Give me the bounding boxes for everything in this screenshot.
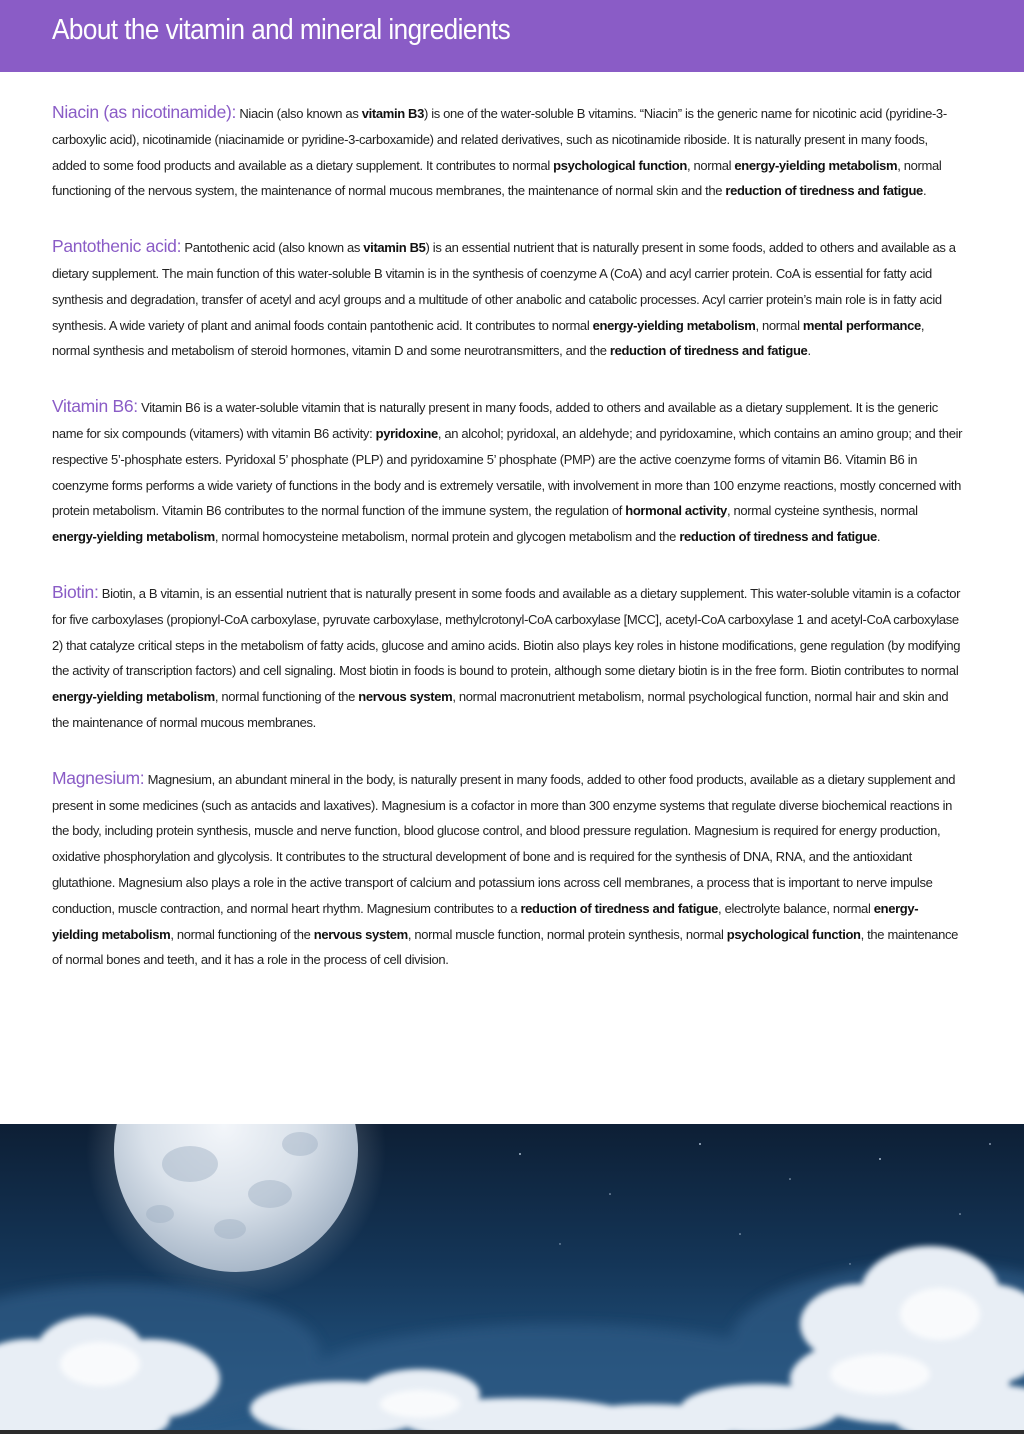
page-bottom-edge (0, 1430, 1024, 1434)
description-text: , normal muscle function, normal protein synthesis, normal (407, 926, 727, 942)
description-text: . (876, 529, 881, 545)
ingredient-section (52, 766, 964, 973)
highlighted-claim: psychological function (726, 926, 861, 942)
highlighted-claim: reduction of tiredness and fatigue (725, 183, 923, 199)
description-text: , normal functioning of the (214, 689, 359, 705)
description-text: , normal synthesis and metabolism of steroid hormones, vitamin D and some neurotransmitters, and the (52, 317, 925, 359)
highlighted-claim: energy-yielding metabolism (592, 317, 756, 333)
description-text: , electrolyte balance, normal (718, 900, 874, 916)
highlighted-claim: nervous system (358, 689, 453, 705)
description-text: Biotin, a B vitamin, is an essential nutrient that is naturally present in some foods and available as a dietary supplement. This water-soluble vitamin is a cofactor for five carboxylases (propionyl-CoA carboxylase, pyruvate carboxylase, methylcrotonyl-CoA carboxylase [MCC], acetyl-CoA carboxylase 1 and acetyl-CoA carboxylase 2) that catalyze critical steps in the metabolism of fatty acids, glucose and amino acids. Biotin also plays key roles in histone modifications, gene regulation (by modifying the activity of transcription factors) and cell signaling. Most biotin in foods is bound to protein, although some dietary biotin is in the free form. Biotin contributes to normal (52, 585, 961, 679)
ingredient-section (52, 580, 964, 736)
description-text: , normal (755, 317, 803, 333)
description-text: Niacin (also known as (236, 106, 362, 121)
description-text: ) is an essential nutrient that is naturally present in some foods, added to others and available as a dietary supplement. The main function of this water-soluble B vitamin is in the synthesis of coenzyme A (CoA) and acyl carrier protein. CoA is essential for fatty acid synthesis and degradation, transfer of acetyl and acyl groups and a multitude of other anabolic and catabolic processes. Acyl carrier protein’s main role is in fatty acid synthesis. A wide variety of plant and animal foods contain pantothenic acid. It contributes to normal (52, 240, 956, 333)
description-text: , normal cysteine synthesis, normal (726, 503, 918, 519)
highlighted-claim: reduction of tiredness and fatigue (679, 529, 877, 545)
ingredient-paragraph (52, 766, 964, 973)
highlighted-claim: reduction of tiredness and fatigue (520, 900, 719, 916)
description-text: . (922, 183, 927, 199)
description-text: , normal macronutrient metabolism, normal psychological function, normal hair and skin and the maintenance of normal mucous membranes. (52, 689, 949, 730)
highlighted-claim: energy-yielding metabolism (52, 529, 215, 545)
highlighted-claim: hormonal activity (625, 503, 727, 519)
ingredient-paragraph (52, 580, 964, 736)
ingredient-name: Magnesium: (52, 767, 145, 788)
ingredient-name: Niacin (as nicotinamide): (52, 102, 237, 122)
highlighted-claim: energy-yielding metabolism (734, 157, 898, 173)
ingredient-section (52, 394, 964, 550)
description-text: , the maintenance of normal bones and teeth, and it has a role in the process of cell division. (52, 926, 959, 968)
ingredient-section (52, 234, 964, 364)
moon-clouds-illustration (0, 1124, 1024, 1430)
highlighted-claim: energy-yielding metabolism (52, 900, 919, 942)
ingredient-name: Vitamin B6: (52, 396, 138, 417)
description-text: . (807, 343, 811, 359)
description-text: , normal (687, 157, 735, 173)
description-text: ) is one of the water-soluble B vitamins. “Niacin” is the generic name for nicotinic acid (pyridine-3-carboxylic acid), nicotinamide (niacinamide or pyridine-3-carboxamide) and related derivatives, such as nicotinamide riboside. It is naturally present in many foods, added to some food products and available as a dietary supplement. It contributes to normal (52, 106, 947, 173)
moon-night-sky-image (0, 1124, 1024, 1430)
description-text: , normal functioning of the (170, 926, 314, 942)
header-bar (0, 0, 1024, 72)
description-text: Pantothenic acid (also known as (181, 240, 364, 256)
highlighted-claim: vitamin B5 (363, 240, 426, 256)
highlighted-claim: psychological function (553, 157, 687, 173)
description-text: , normal homocysteine metabolism, normal protein and glycogen metabolism and the (214, 529, 680, 545)
page-title: About the vitamin and mineral ingredients (52, 14, 511, 46)
description-text: Magnesium, an abundant mineral in the body, is naturally present in many foods, added to other food products, available as a dietary supplement and present in some medicines (such as antacids and laxatives). Magnesium is a cofactor in more than 300 enzyme systems that regulate diverse biochemical reactions in the body, including protein synthesis, muscle and nerve function, blood glucose control, and blood pressure regulation. Magnesium is required for energy production, oxidative phosphorylation and glycolysis. It contributes to the structural development of bone and is required for the synthesis of DNA, RNA, and the antioxidant glutathione. Magnesium also plays a role in the active transport of calcium and potassium ions across cell membranes, a process that is important to nerve impulse conduction, muscle contraction, and normal heart rhythm. Magnesium contributes to a (52, 771, 956, 916)
highlighted-claim: energy-yielding metabolism (52, 689, 215, 705)
highlighted-claim: nervous system (313, 926, 408, 942)
ingredient-paragraph (52, 234, 964, 364)
description-text: , an alcohol; pyridoxal, an aldehyde; and pyridoxamine, which contains an amino group; and their respective 5’-phosphate esters. Pyridoxal 5’ phosphate (PLP) and pyridoxamine 5’ phosphate (PMP) are the active coenzyme forms of vitamin B6. Vitamin B6 in coenzyme forms performs a wide variety of functions in the body and is extremely versatile, with involvement in more than 100 enzyme reactions, mostly concerned with protein metabolism. Vitamin B6 contributes to the normal function of the immune system, the regulation of (52, 425, 963, 519)
highlighted-claim: pyridoxine (375, 425, 438, 441)
ingredient-section (52, 100, 964, 204)
description-text: , normal functioning of the nervous system, the maintenance of normal mucous membranes, the maintenance of normal skin and the (52, 157, 942, 199)
ingredient-list (52, 100, 964, 1003)
ingredient-paragraph (52, 394, 964, 550)
ingredient-name: Biotin: (52, 581, 99, 602)
highlighted-claim: reduction of tiredness and fatigue (609, 343, 808, 359)
highlighted-claim: mental performance (802, 317, 921, 333)
highlighted-claim: vitamin B3 (361, 106, 424, 121)
ingredient-name: Pantothenic acid: (52, 236, 182, 257)
description-text: Vitamin B6 is a water-soluble vitamin that is naturally present in many foods, added to others and available as a dietary supplement. It is the generic name for six compounds (vitamers) with vitamin B6 activity: (52, 400, 938, 441)
ingredient-paragraph (52, 100, 964, 204)
